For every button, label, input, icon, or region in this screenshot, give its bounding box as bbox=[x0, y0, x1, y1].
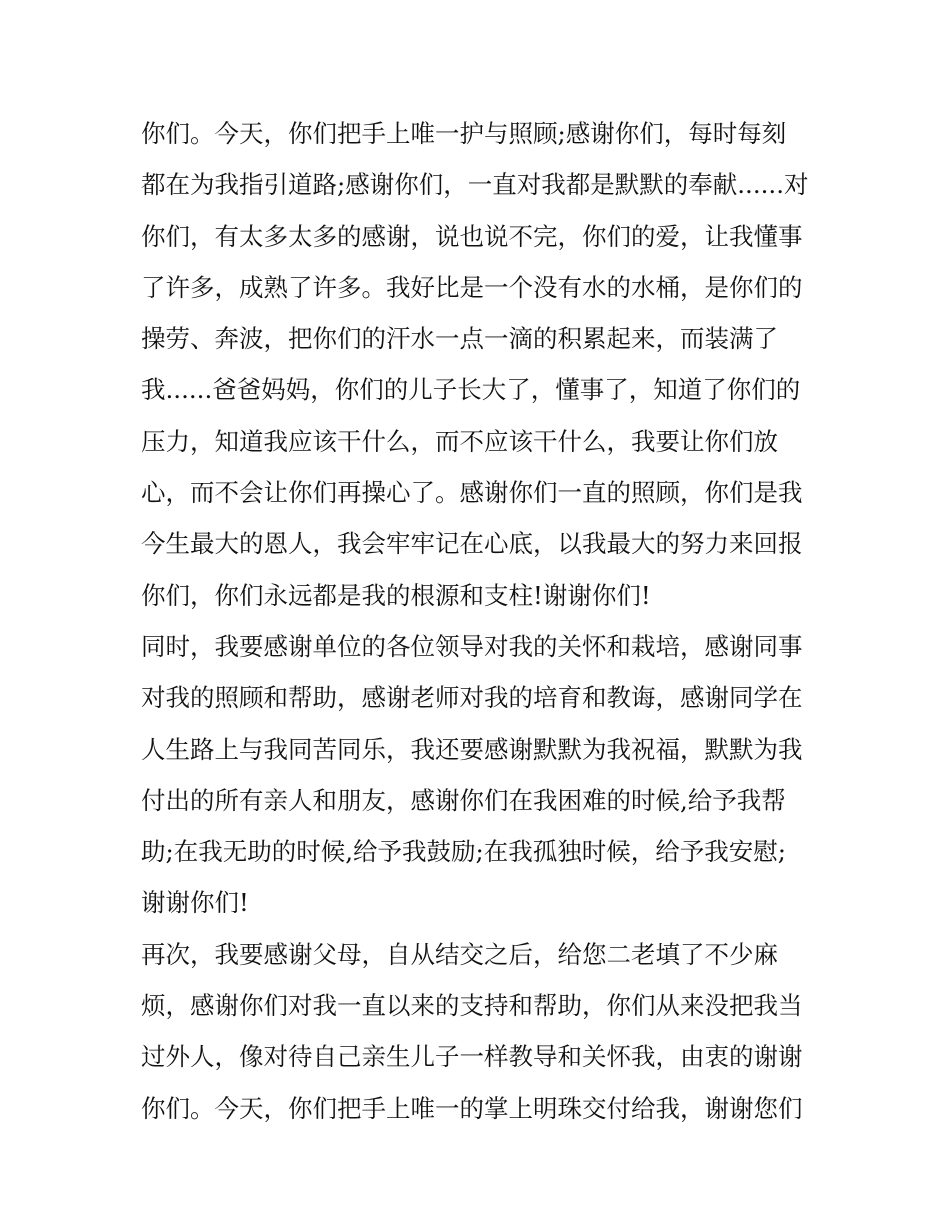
text-line-8: 心，而不会让你们再操心了。感谢你们一直的照顾，你们是我 bbox=[141, 478, 803, 508]
text-line-7: 压力，知道我应该干什么，而不应该干什么，我要让你们放 bbox=[141, 426, 778, 456]
text-line-15: 助;在我无助的时候,给予我鼓励;在我孤独时候，给予我安慰; bbox=[141, 837, 787, 867]
text-line-3: 你们，有太多太多的感谢，说也说不完，你们的爱，让我懂事 bbox=[141, 221, 803, 251]
text-line-16: 谢谢你们! bbox=[141, 888, 249, 918]
text-line-6: 我......爸爸妈妈，你们的儿子长大了，懂事了，知道了你们的 bbox=[141, 375, 801, 405]
text-line-13: 人生路上与我同苦同乐，我还要感谢默默为我祝福，默默为我 bbox=[141, 734, 803, 764]
text-line-14: 付出的所有亲人和朋友，感谢你们在我困难的时候,给予我帮 bbox=[141, 785, 786, 815]
text-line-1: 你们。今天，你们把手上唯一护与照顾;感谢你们，每时每刻 bbox=[141, 119, 787, 148]
text-line-4: 了许多，成熟了许多。我好比是一个没有水的水桶，是你们的 bbox=[141, 272, 803, 302]
text-line-9: 今生最大的恩人，我会牢牢记在心底，以我最大的努力来回报 bbox=[141, 529, 803, 559]
text-line-5: 操劳、奔波，把你们的汗水一点一滴的积累起来，而装满了 bbox=[141, 324, 778, 354]
body-text bbox=[141, 108, 821, 1134]
text-line-17: 再次，我要感谢父母，自从结交之后，给您二老填了不少麻 bbox=[141, 939, 778, 969]
text-line-19: 过外人，像对待自己亲生儿子一样教导和关怀我，由衷的谢谢 bbox=[141, 1042, 803, 1072]
text-line-12: 对我的照顾和帮助，感谢老师对我的培育和教诲，感谢同学在 bbox=[141, 683, 803, 713]
text-line-20: 你们。今天，你们把手上唯一的掌上明珠交付给我，谢谢您们 bbox=[141, 1093, 803, 1123]
text-line-11: 同时，我要感谢单位的各位领导对我的关怀和栽培，感谢同事 bbox=[141, 631, 803, 661]
text-line-10: 你们，你们永远都是我的根源和支柱!谢谢你们! bbox=[141, 580, 651, 610]
text-line-18: 烦，感谢你们对我一直以来的支持和帮助，你们从来没把我当 bbox=[141, 991, 803, 1021]
text-line-2: 都在为我指引道路;感谢你们，一直对我都是默默的奉献......对 bbox=[141, 170, 809, 200]
